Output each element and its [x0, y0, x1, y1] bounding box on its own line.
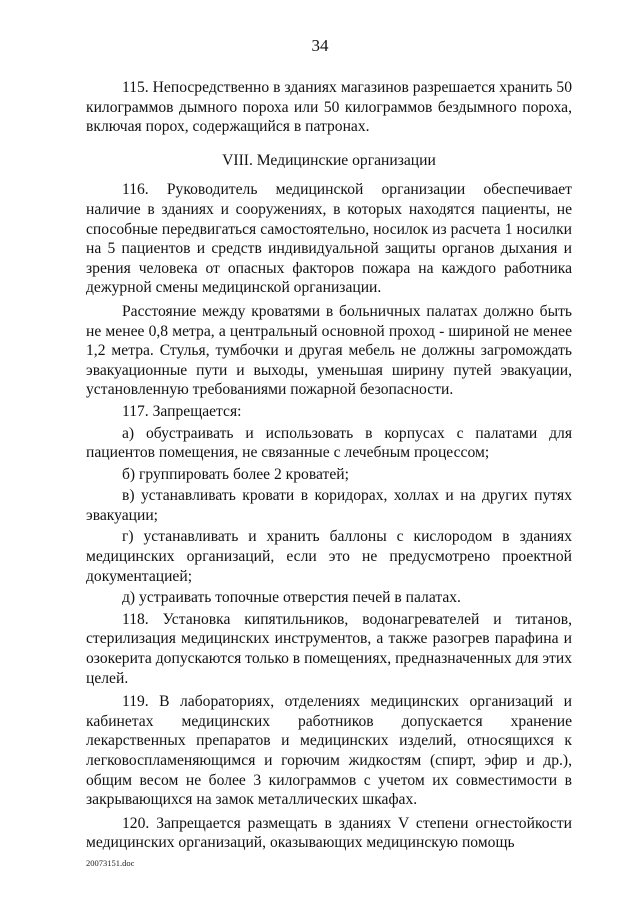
paragraph-117: 117. Запрещается: [122, 402, 242, 420]
paragraph-116: 116. Руководитель медицинской организации обеспечивает наличие в зданиях и сооружениях, в которых находятся пациенты, не способные передвигаться самостоятельно, носилок из расчета 1 носилки на 5 пациентов и средств индивидуальной защиты органов дыхания и зрения человека от опасных факторов пожара на каждого работника дежурной смены медицинской организации. [86, 181, 572, 297]
paragraph-118: 118. Установка кипятильников, водонагревателей и титанов, стерилизация медицинских инструментов, а также разогрев парафина и озокерита допускаются только в помещениях, предназначенных для этих целей. [86, 610, 573, 687]
paragraph-115: 115. Непосредственно в зданиях магазинов разрешается хранить 50 килограммов дымного пороха или 50 килограммов бездымного пороха, включая порох, содержащийся в патронах. [86, 79, 572, 136]
paragraph-117-a: а) обустраивать и использовать в корпусах с палатами для пациентов помещения, не связанные с лечебным процессом; [86, 424, 572, 462]
document-filename: 20073151.doc [86, 858, 135, 868]
paragraph-117-v: в) устанавливать кровати в коридорах, холлах и на других путях эвакуации; [86, 487, 572, 524]
paragraph-117-g: г) устанавливать и хранить баллоны с кислородом в зданиях медицинских организаций, если это не предусмотрено проектной документацией; [86, 528, 572, 585]
section-heading: VIII. Медицинские организации [222, 151, 436, 169]
page-number: 34 [311, 36, 329, 55]
paragraph-119: 119. В лабораториях, отделениях медицинских организаций и кабинетах медицинских работников допускается хранение лекарственных препаратов и медицинских изделий, относящихся к легковоспламеняющимся и горючим жидкостям (спирт, эфир и др.), общим весом не более 3 килограммов с учетом их совместимости в закрывающихся на замок металлических шкафах. [86, 693, 572, 809]
paragraph-116-distance: Расстояние между кроватями в больничных палатах должно быть не менее 0,8 метра, а центральный основной проход - шириной не менее 1,2 метра. Стулья, тумбочки и другая мебель не должны загромождать эвакуационные пути и выходы, уменьшая ширину путей эвакуации, установленную требованиями пожарной безопасности. [86, 302, 572, 399]
paragraph-117-d: д) устраивать топочные отверстия печей в палатах. [122, 589, 461, 607]
paragraph-120: 120. Запрещается размещать в зданиях V степени огнестойкости медицинских организаций, оказывающих медицинскую помощь [86, 814, 572, 852]
paragraph-117-b: б) группировать более 2 кроватей; [122, 465, 349, 483]
document-body [86, 78, 572, 855]
